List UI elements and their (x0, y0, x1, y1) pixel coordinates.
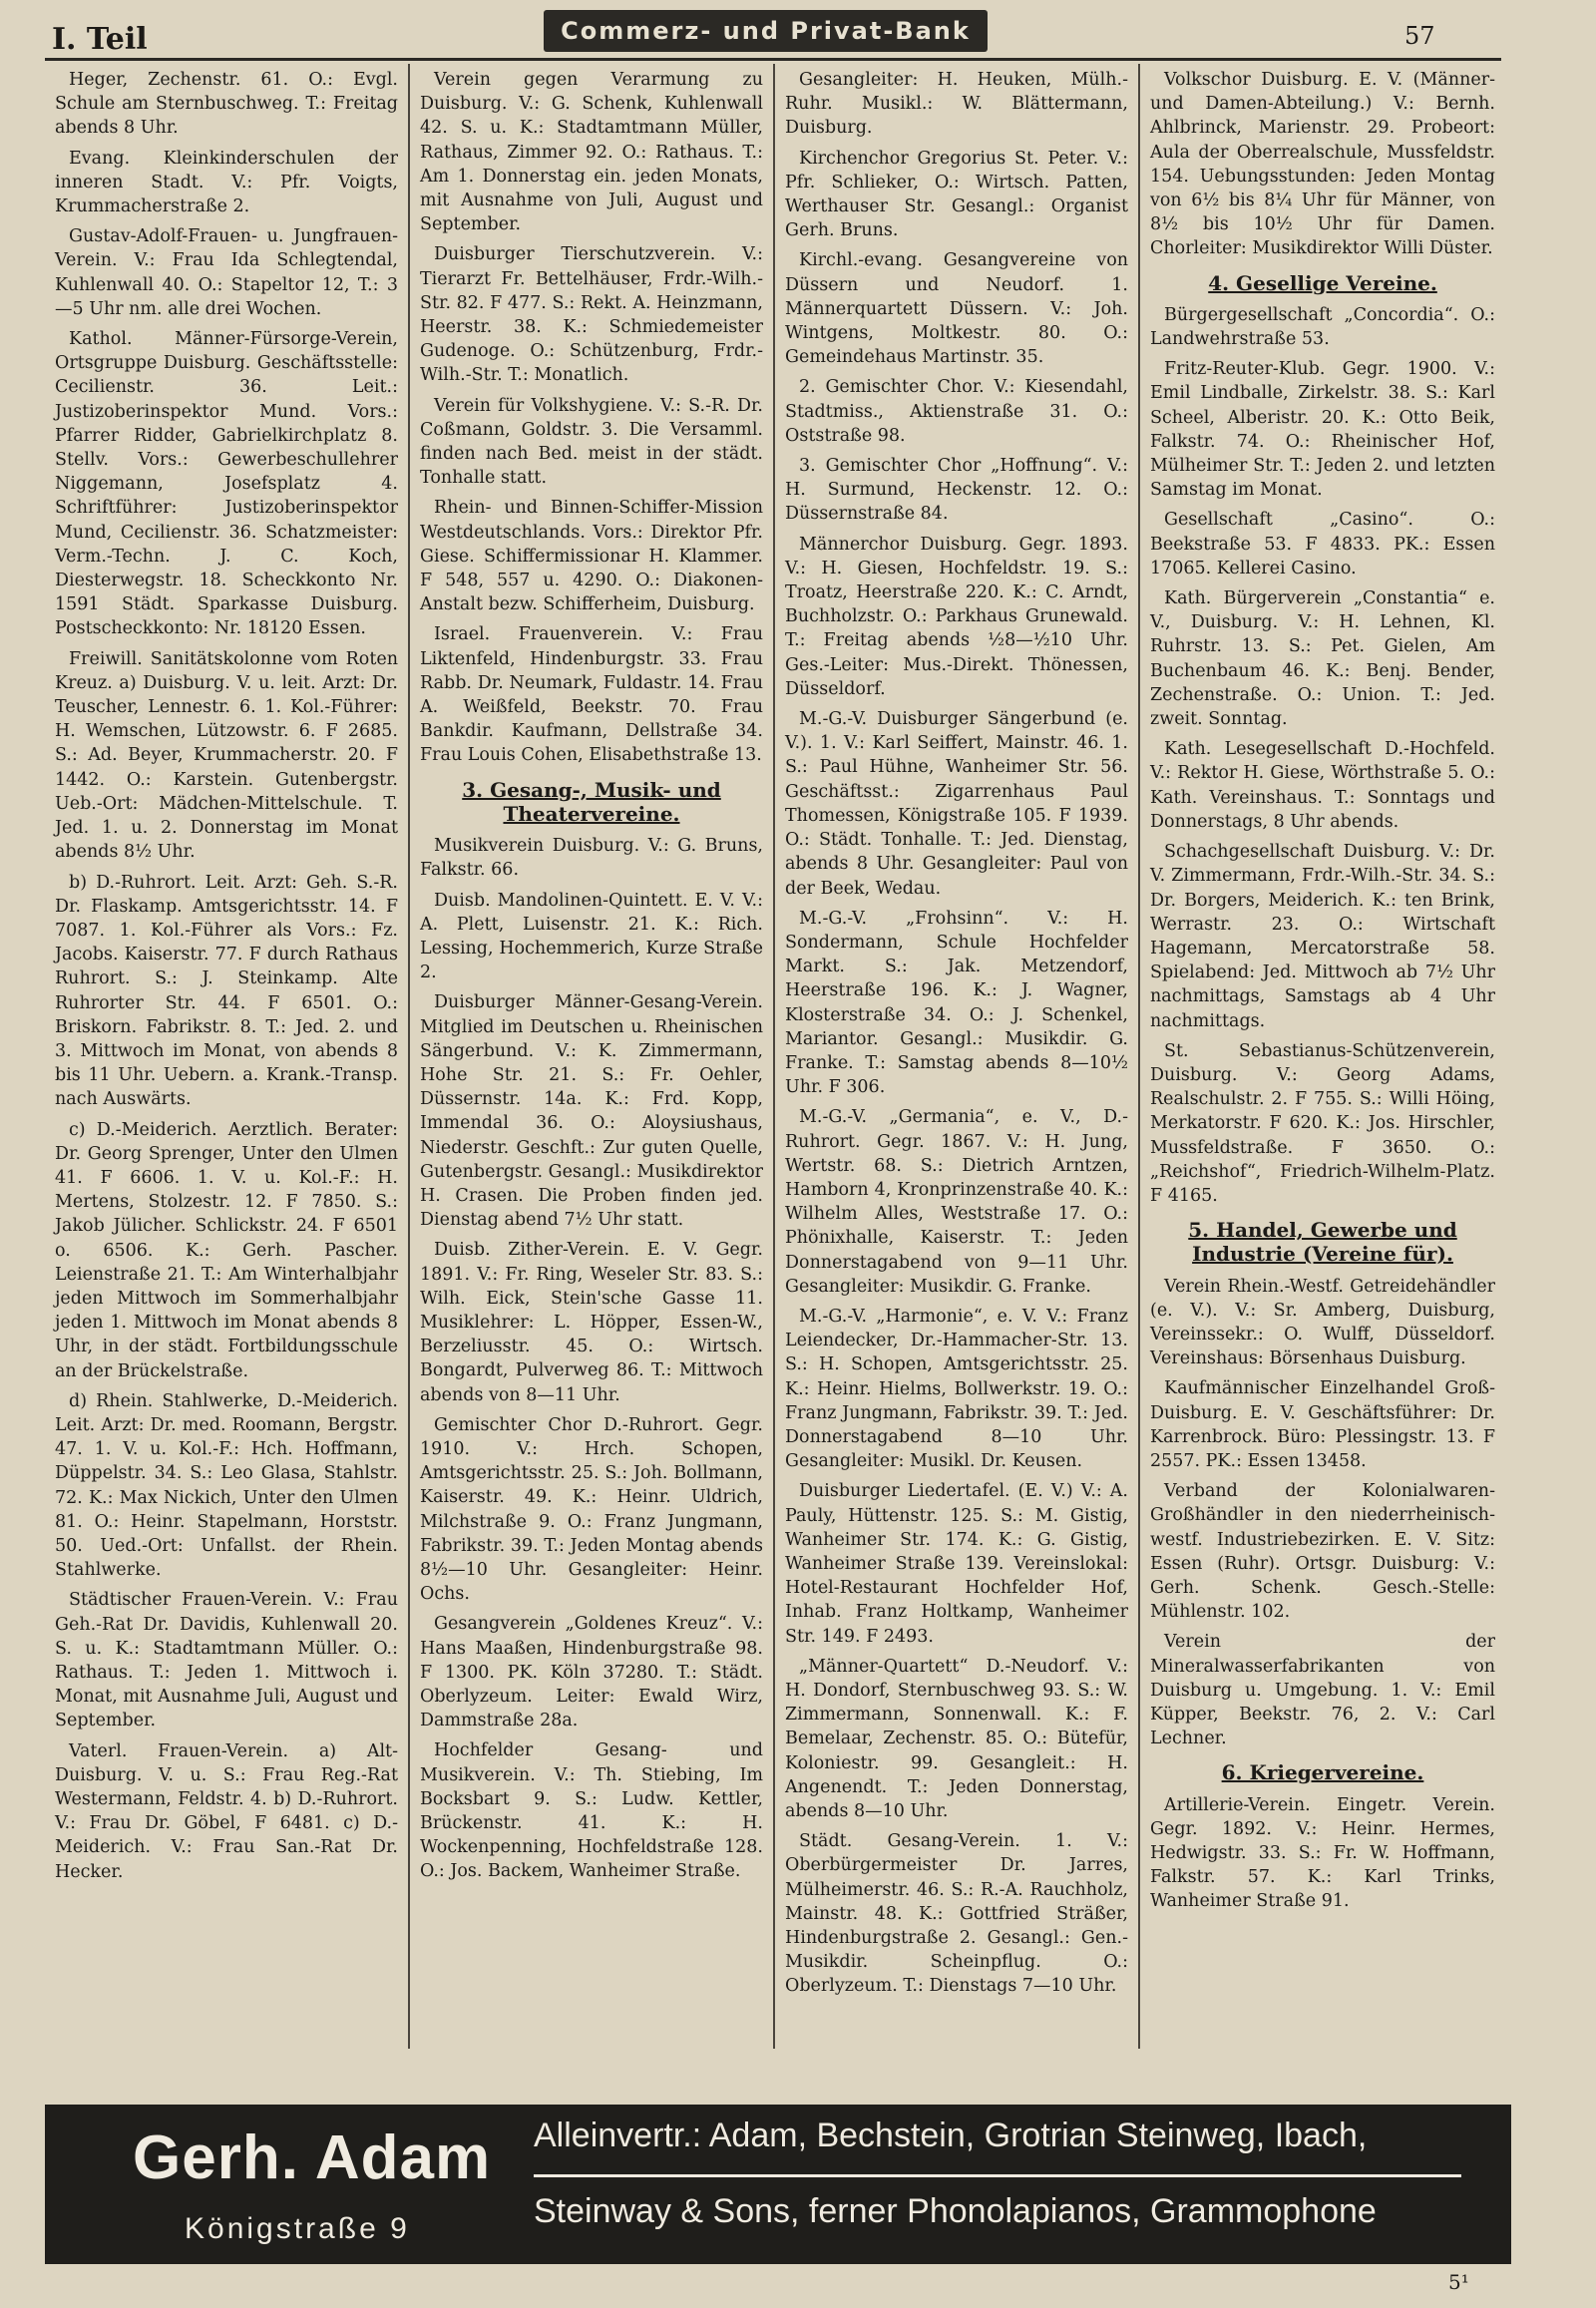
part-label: I. Teil (52, 22, 148, 57)
entry-paragraph: Männerchor Duisburg. Gegr. 1893. V.: H. Giesen, Hochfeldstr. 19. S.: Troatz, Heerstraße 220. K.: C. Arndt, Buchholzstr. O.: Parkhaus Grunewald. T.: Freitag abends ½8—½10 Uhr. Ges.-Leiter: Mus.-Direkt. Thönessen, Düsseldorf. (785, 534, 1128, 699)
entry-paragraph: Israel. Frauenverein. V.: Frau Liktenfeld, Hindenburgstr. 33. Frau Rabb. Dr. Neumark, Fuldastr. 14. Frau A. Weißfeld, Beekstr. 70. Frau Bankdir. Kaufmann, Dellstraße 34. Frau Louis Cohen, Elisabethstraße 13. (420, 624, 763, 766)
entry-paragraph: Kathol. Männer-Fürsorge-Verein, Ortsgruppe Duisburg. Geschäftsstelle: Cecilienstr. 36. Leit.: Justizoberinspektor Mund. Vors.: Pfarrer Ridder, Gabrielkirchplatz 8. Stellv. Vors.: Gewerbeschullehrer Niggemann, Josefsplatz 4. Schriftführer: Justizoberinspektor Mund, Cecilienstr. 36. Schatzmeister: Verm.-Techn. J. C. Koch, Diesterwegstr. 18. Scheckkonto Nr. 1591 Städt. Sparkasse Duisburg. Postscheckkonto: Nr. 18120 Essen. (55, 329, 398, 639)
header-rule (45, 58, 1501, 61)
column-2 (410, 64, 775, 2049)
entry-paragraph: Kath. Bürgerverein „Constantia“ e. V., Duisburg. V.: H. Lehnen, Kl. Ruhrstr. 13. S.: Pet. Gielen, Am Buchenbaum 46. K.: Benj. Bender, Zechenstraße. O.: Union. T.: Jed. zweit. Sonntag. (1150, 588, 1495, 730)
entry-paragraph: Duisb. Zither-Verein. E. V. Gegr. 1891. V.: Fr. Ring, Weseler Str. 83. S.: Wilh. Eick, Stein'sche Gasse 11. Musiklehrer: L. Höpper, Essen-W., Berzeliusstr. 45. O.: Wirtsch. Bongardt, Pulverweg 86. T.: Mittwoch abends von 8—11 Uhr. (420, 1240, 763, 1405)
entry-paragraph: Volkschor Duisburg. E. V. (Männer- und Damen-Abteilung.) V.: Bernh. Ahlbrinck, Marienstr. 29. Probeort: Aula der Oberrealschule, Mussfeldstr. 154. Uebungsstunden: Jeden Montag von 6½ bis 8¼ Uhr für Männer, von 8½ bis 10½ Uhr für Damen. Chorleiter: Musikdirektor Willi Düster. (1150, 70, 1495, 259)
entry-paragraph: Evang. Kleinkinderschulen der inneren Stadt. V.: Pfr. Voigts, Krummacherstraße 2. (55, 148, 398, 217)
entry-paragraph: Kaufmännischer Einzelhandel Groß-Duisburg. E. V. Geschäftsführer: Dr. Karrenbrock. Büro: Plessingstr. 13. F 2557. PK.: Essen 13458. (1150, 1378, 1495, 1471)
entry-paragraph: Gemischter Chor D.-Ruhrort. Gegr. 1910. V.: Hrch. Schopen, Amtsgerichtsstr. 25. S.: Joh. Bollmann, Kaiserstr. 49. K.: Heinr. Uldrich, Milchstraße 9. O.: Franz Jungmann, Fabrikstr. 39. T.: Jeden Montag abends 8½—10 Uhr. Gesangleiter: Heinr. Ochs. (420, 1414, 763, 1605)
entry-paragraph: d) Rhein. Stahlwerke, D.-Meiderich. Leit. Arzt: Dr. med. Roomann, Bergstr. 47. 1. V. u. Kol.-F.: Hch. Hoffmann, Düppelstr. 34. S.: Leo Glasa, Stahlstr. 72. K.: Max Nickich, Unter den Ulmen 81. O.: Heinr. Stapelmann, Horststr. 50. Ued.-Ort: Unfallst. der Rhein. Stahlwerke. (55, 1390, 398, 1581)
entry-paragraph: Verband der Kolonialwaren-Großhändler in den niederrheinisch-westf. Industriebezirken. E. V. Sitz: Essen (Ruhr). Ortsgr. Duisburg: V.: Gerh. Schenk. Gesch.-Stelle: Mühlenstr. 102. (1150, 1481, 1495, 1623)
entry-paragraph: Kirchl.-evang. Gesangvereine von Düssern und Neudorf. 1. Männerquartett Düssern. V.: Joh. Wintgens, Moltkestr. 80. O.: Gemeindehaus Martinstr. 35. (785, 250, 1128, 368)
entry-paragraph: Verein Rhein.-Westf. Getreidehändler (e. V.). V.: Sr. Amberg, Duisburg, Vereinssekr.: O. Wulff, Düsseldorf. Vereinshaus: Börsenhaus Duisburg. (1150, 1276, 1495, 1369)
entry-paragraph: M.-G.-V. „Harmonie“, e. V. V.: Franz Leiendecker, Dr.-Hammacher-Str. 13. S.: H. Schopen, Amtsgerichtsstr. 25. K.: Heinr. Hielms, Bollwerkstr. 19. O.: Franz Jungmann, Fabrikstr. 39. T.: Jed. Donnerstagabend 8—10 Uhr. Gesangleiter: Musikl. Dr. Keusen. (785, 1306, 1128, 1472)
entry-paragraph: Verein für Volkshygiene. V.: S.-R. Dr. Coßmann, Goldstr. 3. Die Versamml. finden nach Bed. meist in der städt. Tonhalle statt. (420, 395, 763, 489)
section-heading: 6. Kriegervereine. (1221, 1760, 1424, 1785)
columns (45, 64, 1506, 2049)
entry-paragraph: 2. Gemischter Chor. V.: Kiesendahl, Stadtmiss., Aktienstraße 31. O.: Oststraße 98. (785, 377, 1128, 446)
bank-banner: Commerz- und Privat-Bank (544, 10, 988, 52)
entry-paragraph: Kath. Lesegesellschaft D.-Hochfeld. V.: Rektor H. Giese, Wörthstraße 5. O.: Kath. Vereinshaus. T.: Sonntags und Donnerstags, 8 Uhr abends. (1150, 739, 1495, 832)
entry-paragraph: M.-G.-V. „Frohsinn“. V.: H. Sondermann, Schule Hochfelder Markt. S.: Jak. Metzendorf, Heerstraße 196. K.: J. Wagner, Klosterstraße 34. O.: J. Schenkel, Mariantor. Gesangl.: Musikdir. G. Franke. T.: Samstag abends 8—10½ Uhr. F 306. (785, 908, 1128, 1098)
entry-paragraph: Gustav-Adolf-Frauen- u. Jungfrauen-Verein. V.: Frau Ida Schlegtendal, Kuhlenwall 40. O.: Stapeltor 12, T.: 3—5 Uhr nm. alle drei Wochen. (55, 226, 398, 319)
column-3 (775, 64, 1140, 2049)
advertisement (45, 2105, 1511, 2264)
column-1 (45, 64, 410, 2049)
entry-paragraph: M.-G.-V. Duisburger Sängerbund (e. V.). 1. V.: Karl Seiffert, Mainstr. 46. 1. S.: Paul Hühne, Wanheimer Str. 56. Geschäftsst.: Zigarrenhaus Paul Thomessen, Königstraße 105. F 1939. O.: Städt. Tonhalle. T.: Jed. Dienstag, abends 8 Uhr. Gesangleiter: Paul von der Beek, Wedau. (785, 709, 1128, 899)
ad-line-2: Steinway & Sons, ferner Phonolapianos, Grammophone (534, 2192, 1377, 2230)
section-heading: 5. Handel, Gewerbe und Industrie (Vereine für). (1188, 1218, 1457, 1267)
entry-paragraph: Verein gegen Verarmung zu Duisburg. V.: G. Schenk, Kuhlenwall 42. S. u. K.: Stadtamtmann Müller, Rathaus, Zimmer 92. O.: Rathaus. T.: Am 1. Donnerstag ein. jeden Monats, mit Ausnahme von Juli, August und September. (420, 70, 763, 235)
entry-paragraph: Städt. Gesang-Verein. 1. V.: Oberbürgermeister Dr. Jarres, Mülheimerstr. 46. S.: R.-A. Rauchholz, Mainstr. 48. K.: Gottfried Sträßer, Hindenburgstraße 2. Gesangl.: Gen.-Musikdir. Scheinpflug. O.: Oberlyzeum. T.: Dienstags 7—10 Uhr. (785, 1831, 1128, 1997)
entry-paragraph: Gesellschaft „Casino“. O.: Beekstraße 53. F 4833. PK.: Essen 17065. Kellerei Casino. (1150, 510, 1495, 578)
entry-paragraph: Heger, Zechenstr. 61. O.: Evgl. Schule am Sternbuschweg. T.: Freitag abends 8 Uhr. (55, 70, 398, 139)
entry-paragraph: c) D.-Meiderich. Aerztlich. Berater: Dr. Georg Sprenger, Unter den Ulmen 41. F 6606. 1. V. u. Kol.-F.: H. Mertens, Stolzestr. 12. F 7850. S.: Jakob Jülicher. Schlickstr. 24. F 6501 o. 6506. K.: Gerh. Pascher. Leienstraße 21. T.: Am Winterhalbjahr jeden Mittwoch im Sommerhalbjahr jeden 1. Mittwoch im Monat abends 8 Uhr, in der städt. Fortbildungsschule an der Brückelstraße. (55, 1119, 398, 1381)
entry-paragraph: Duisburger Liedertafel. (E. V.) V.: A. Pauly, Hüttenstr. 125. S.: M. Gistig, Wanheimer Str. 174. K.: G. Gistig, Wanheimer Straße 139. Vereinslokal: Hotel-Restaurant Hochfelder Hof, Inhab. Franz Holtkamp, Wanheimer Str. 149. F 2493. (785, 1481, 1128, 1647)
section-heading: 3. Gesang-, Musik- und Theatervereine. (462, 777, 721, 826)
entry-paragraph: Städtischer Frauen-Verein. V.: Frau Geh.-Rat Dr. Davidis, Kuhlenwall 20. S. u. K.: Stadtamtmann Müller. O.: Rathaus. T.: Jeden 1. Mittwoch i. Monat, mit Ausnahme Juli, August und September. (55, 1590, 398, 1731)
entry-paragraph: M.-G.-V. „Germania“, e. V., D.-Ruhrort. Gegr. 1867. V.: H. Jung, Wertstr. 68. S.: Dietrich Arntzen, Hamborn 4, Kronprinzenstraße 40. K.: Wilhelm Alles, Weststraße 17. O.: Phönixhalle, Kaiserstr. T.: Jeden Donnerstagabend von 9—11 Uhr. Gesangleiter: Musikdir. G. Franke. (785, 1107, 1128, 1297)
entry-paragraph: Artillerie-Verein. Eingetr. Verein. Gegr. 1892. V.: Heinr. Hermes, Hedwigstr. 33. S.: Fr. W. Hoffmann, Falkstr. 57. K.: Karl Trinks, Wanheimer Straße 91. (1150, 1794, 1495, 1912)
entry-paragraph: Musikverein Duisburg. V.: G. Bruns, Falkstr. 66. (420, 836, 763, 881)
entry-paragraph: Hochfelder Gesang- und Musikverein. V.: Th. Stiebing, Im Bocksbart 9. S.: Ludw. Kettler, Brückenstr. 41. K.: H. Wockenpenning, Hochfeldstraße 128. O.: Jos. Backem, Wanheimer Straße. (420, 1740, 763, 1882)
section-heading: 4. Gesellige Vereine. (1208, 270, 1437, 295)
entry-paragraph: Gesangleiter: H. Heuken, Mülh.-Ruhr. Musikl.: W. Blättermann, Duisburg. (785, 70, 1128, 139)
entry-paragraph: Kirchenchor Gregorius St. Peter. V.: Pfr. Schlieker, O.: Wirtsch. Patten, Werthauser Str. Gesangl.: Organist Gerh. Bruns. (785, 148, 1128, 241)
entry-paragraph: St. Sebastianus-Schützenverein, Duisburg. V.: Georg Adams, Realschulstr. 2. F 755. S.: Willi Höing, Merkatorstr. F 620. K.: Jos. Hirschler, Mussfeldstraße. F 3650. O.: „Reichshof“, Friedrich-Wilhelm-Platz. F 4165. (1150, 1040, 1495, 1206)
entry-paragraph: Rhein- und Binnen-Schiffer-Mission Westdeutschlands. Vors.: Direktor Pfr. Giese. Schiffermissionar H. Klammer. F 548, 557 u. 4290. O.: Diakonen-Anstalt bezw. Schifferheim, Duisburg. (420, 498, 763, 615)
ad-divider (534, 2174, 1461, 2177)
entry-paragraph: Gesangverein „Goldenes Kreuz“. V.: Hans Maaßen, Hindenburgstraße 98. F 1300. PK. Köln 37280. T.: Städt. Oberlyzeum. Leiter: Ewald Wirz, Dammstraße 28a. (420, 1614, 763, 1731)
entry-paragraph: Duisburger Männer-Gesang-Verein. Mitglied im Deutschen u. Rheinischen Sängerbund. V.: K. Zimmermann, Hohe Str. 21. S.: Fr. Oehler, Düssernstr. 14a. K.: Frd. Kopp, Immendal 36. O.: Aloysiushaus, Niederstr. Geschft.: Zur guten Quelle, Gutenbergstr. Gesangl.: Musikdirektor H. Crasen. Die Proben finden jed. Dienstag abend 7½ Uhr statt. (420, 992, 763, 1231)
ad-line-1: Alleinvertr.: Adam, Bechstein, Grotrian Steinweg, Ibach, (534, 2116, 1368, 2154)
footer-signature: 5¹ (1448, 2270, 1469, 2294)
entry-paragraph: Bürgergesellschaft „Concordia“. O.: Landwehrstraße 53. (1150, 304, 1495, 350)
entry-paragraph: Verein der Mineralwasserfabrikanten von Duisburg u. Umgebung. 1. V.: Emil Küpper, Beekstr. 76, 2. V.: Carl Lechner. (1150, 1632, 1495, 1749)
entry-paragraph: Freiwill. Sanitätskolonne vom Roten Kreuz. a) Duisburg. V. u. leit. Arzt: Dr. Teuscher, Lennestr. 6. 1. Kol.-Führer: H. Wemschen, Lützowstr. 6. F 2685. S.: Ad. Beyer, Krummacherstr. 20. F 1442. O.: Karstein. Gutenbergstr. Ueb.-Ort: Mädchen-Mittelschule. T. Jed. 1. u. 2. Donnerstag im Monat abends 8½ Uhr. (55, 648, 398, 863)
ad-company-name: Gerh. Adam (133, 2123, 492, 2192)
page-number: 57 (1404, 22, 1435, 50)
entry-paragraph: Schachgesellschaft Duisburg. V.: Dr. V. Zimmermann, Frdr.-Wilh.-Str. 34. S.: Dr. Borgers, Meiderich. K.: ten Brink, Werrastr. 23. O.: Wirtschaft Hagemann, Mercatorstraße 58. Spielabend: Jed. Mittwoch ab 7½ Uhr nachmittags, Samstags ab 4 Uhr nachmittags. (1150, 842, 1495, 1031)
ad-street: Königstraße 9 (185, 2212, 410, 2245)
entry-paragraph: „Männer-Quartett“ D.-Neudorf. V.: H. Dondorf, Sternbuschweg 93. S.: W. Zimmermann, Sonnenwall. K.: F. Bemelaar, Zechenstr. 85. O.: Bütefür, Koloniestr. 99. Gesangleit.: H. Angenendt. T.: Jeden Donnerstag, abends 8—10 Uhr. (785, 1656, 1128, 1822)
entry-paragraph: Duisburger Tierschutzverein. V.: Tierarzt Fr. Bettelhäuser, Frdr.-Wilh.-Str. 82. F 477. S.: Rekt. A. Heinzmann, Heerstr. 38. K.: Schmiedemeister Gudenoge. O.: Schützenburg, Frdr.-Wilh.-Str. T.: Monatlich. (420, 244, 763, 386)
entry-paragraph: b) D.-Ruhrort. Leit. Arzt: Geh. S.-R. Dr. Flaskamp. Amtsgerichtsstr. 14. F 7087. 1. Kol.-Führer als Vors.: Fz. Jacobs. Kaiserstr. 77. F durch Rathaus Ruhrort. S.: J. Steinkamp. Alte Ruhrorter Str. 44. F 6501. O.: Briskorn. Fabrikstr. 8. T.: Jed. 2. und 3. Mittwoch im Monat, von abends 8 bis 11 Uhr. Uebern. a. Krank.-Transp. nach Auswärts. (55, 872, 398, 1110)
entry-paragraph: Vaterl. Frauen-Verein. a) Alt-Duisburg. V. u. S.: Frau Reg.-Rat Westermann, Feldstr. 4. b) D.-Ruhrort. V.: Frau Dr. Göbel, F 6481. c) D.-Meiderich. V.: Frau San.-Rat Dr. Hecker. (55, 1740, 398, 1882)
column-4 (1140, 64, 1505, 2049)
entry-paragraph: 3. Gemischter Chor „Hoffnung“. V.: H. Surmund, Heckenstr. 12. O.: Düssernstraße 84. (785, 456, 1128, 525)
entry-paragraph: Duisb. Mandolinen-Quintett. E. V. V.: A. Plett, Luisenstr. 21. K.: Rich. Lessing, Hochemmerich, Kurze Straße 2. (420, 890, 763, 983)
entry-paragraph: Fritz-Reuter-Klub. Gegr. 1900. V.: Emil Lindballe, Zirkelstr. 38. S.: Karl Scheel, Alberistr. 20. K.: Otto Beik, Falkstr. 74. O.: Rheinischer Hof, Mülheimer Str. T.: Jeden 2. und letzten Samstag im Monat. (1150, 359, 1495, 501)
